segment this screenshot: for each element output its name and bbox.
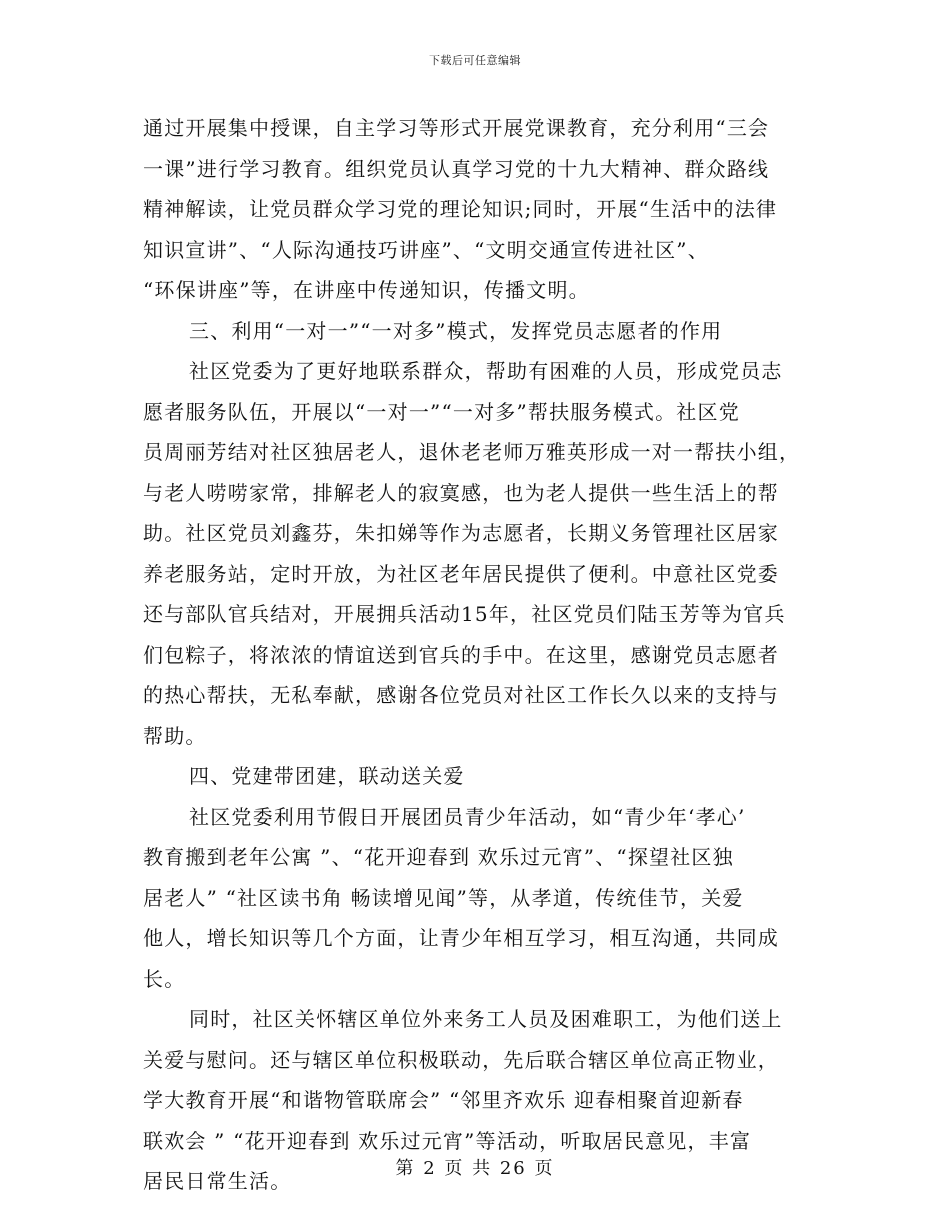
- text-line: 们包粽子，将浓浓的情谊送到官兵的手中。在这里，感谢党员志愿者: [143, 642, 779, 667]
- document-body: [143, 108, 805, 1202]
- text-line: 还与部队官兵结对，开展拥兵活动15年，社区党员们陆玉芳等为官兵: [143, 602, 786, 626]
- text-line: 社区党委利用节假日开展团员青少年活动，如“青少年‘孝心’: [189, 804, 746, 829]
- text-line: 居老人” “社区读书角 畅读增见闻”等，从孝道，传统佳节，关爱: [143, 885, 744, 910]
- text-line: 同时，社区关怀辖区单位外来务工人员及困难职工，为他们送上: [189, 1007, 783, 1031]
- text-line: 居民日常生活。: [143, 1169, 292, 1193]
- text-line: 他人，增长知识等几个方面，让青少年相互学习，相互沟通，共同成: [143, 926, 779, 950]
- text-line: 员周丽芳结对社区独居老人，退休老老师万雅英形成一对一帮扶小组，: [143, 440, 801, 464]
- text-line: 教育搬到老年公寓 ”、“花开迎春到 欢乐过元宵”、“探望社区独: [143, 845, 734, 869]
- text-line: 联欢会 ” “花开迎春到 欢乐过元宵”等活动，听取居民意见，丰富: [143, 1128, 752, 1153]
- text-line: 助。社区党员刘鑫芬，朱扣娣等作为志愿者，长期义务管理社区居家: [143, 521, 779, 545]
- page-header: 下载后可任意编辑: [429, 54, 521, 67]
- text-line: 知识宣讲”、“人际沟通技巧讲座”、“文明交通宣传进社区”、: [143, 237, 709, 262]
- text-line: 的热心帮扶，无私奉献，感谢各位党员对社区工作长久以来的支持与: [143, 683, 779, 707]
- page-number-footer: 第 2 页 共 26 页: [395, 1158, 555, 1179]
- text-line: 养老服务站，定时开放，为社区老年居民提供了便利。中意社区党委: [143, 561, 779, 586]
- text-line: 社区党委为了更好地联系群众，帮助有困难的人员，形成党员志: [189, 359, 783, 383]
- text-line: 帮助。: [143, 723, 207, 748]
- text-line: 与老人唠唠家常，排解老人的寂寞感，也为老人提供一些生活上的帮: [143, 480, 779, 505]
- text-line: 一课”进行学习教育。组织党员认真学习党的十九大精神、群众路线: [143, 156, 770, 181]
- text-line: 精神解读，让党员群众学习党的理论知识;同时，开展“生活中的法律: [143, 197, 778, 221]
- text-line: 长。: [143, 966, 186, 991]
- text-line: 关爱与慰问。还与辖区单位积极联动，先后联合辖区单位高正物业，: [143, 1047, 779, 1072]
- section-heading: 三、利用“一对一”“一对多”模式，发挥党员志愿者的作用: [189, 318, 723, 343]
- text-line: “环保讲座”等，在讲座中传递知识，传播文明。: [143, 278, 590, 302]
- text-line: 愿者服务队伍，开展以“一对一”“一对多”帮扶服务模式。社区党: [143, 399, 740, 424]
- text-line: 通过开展集中授课，自主学习等形式开展党课教育，充分利用“三会: [143, 116, 770, 140]
- text-line: 学大教育开展“和谐物管联席会” “邻里齐欢乐 迎春相聚首迎新春: [143, 1088, 744, 1112]
- section-heading: 四、党建带团建，联动送关爱: [189, 764, 465, 788]
